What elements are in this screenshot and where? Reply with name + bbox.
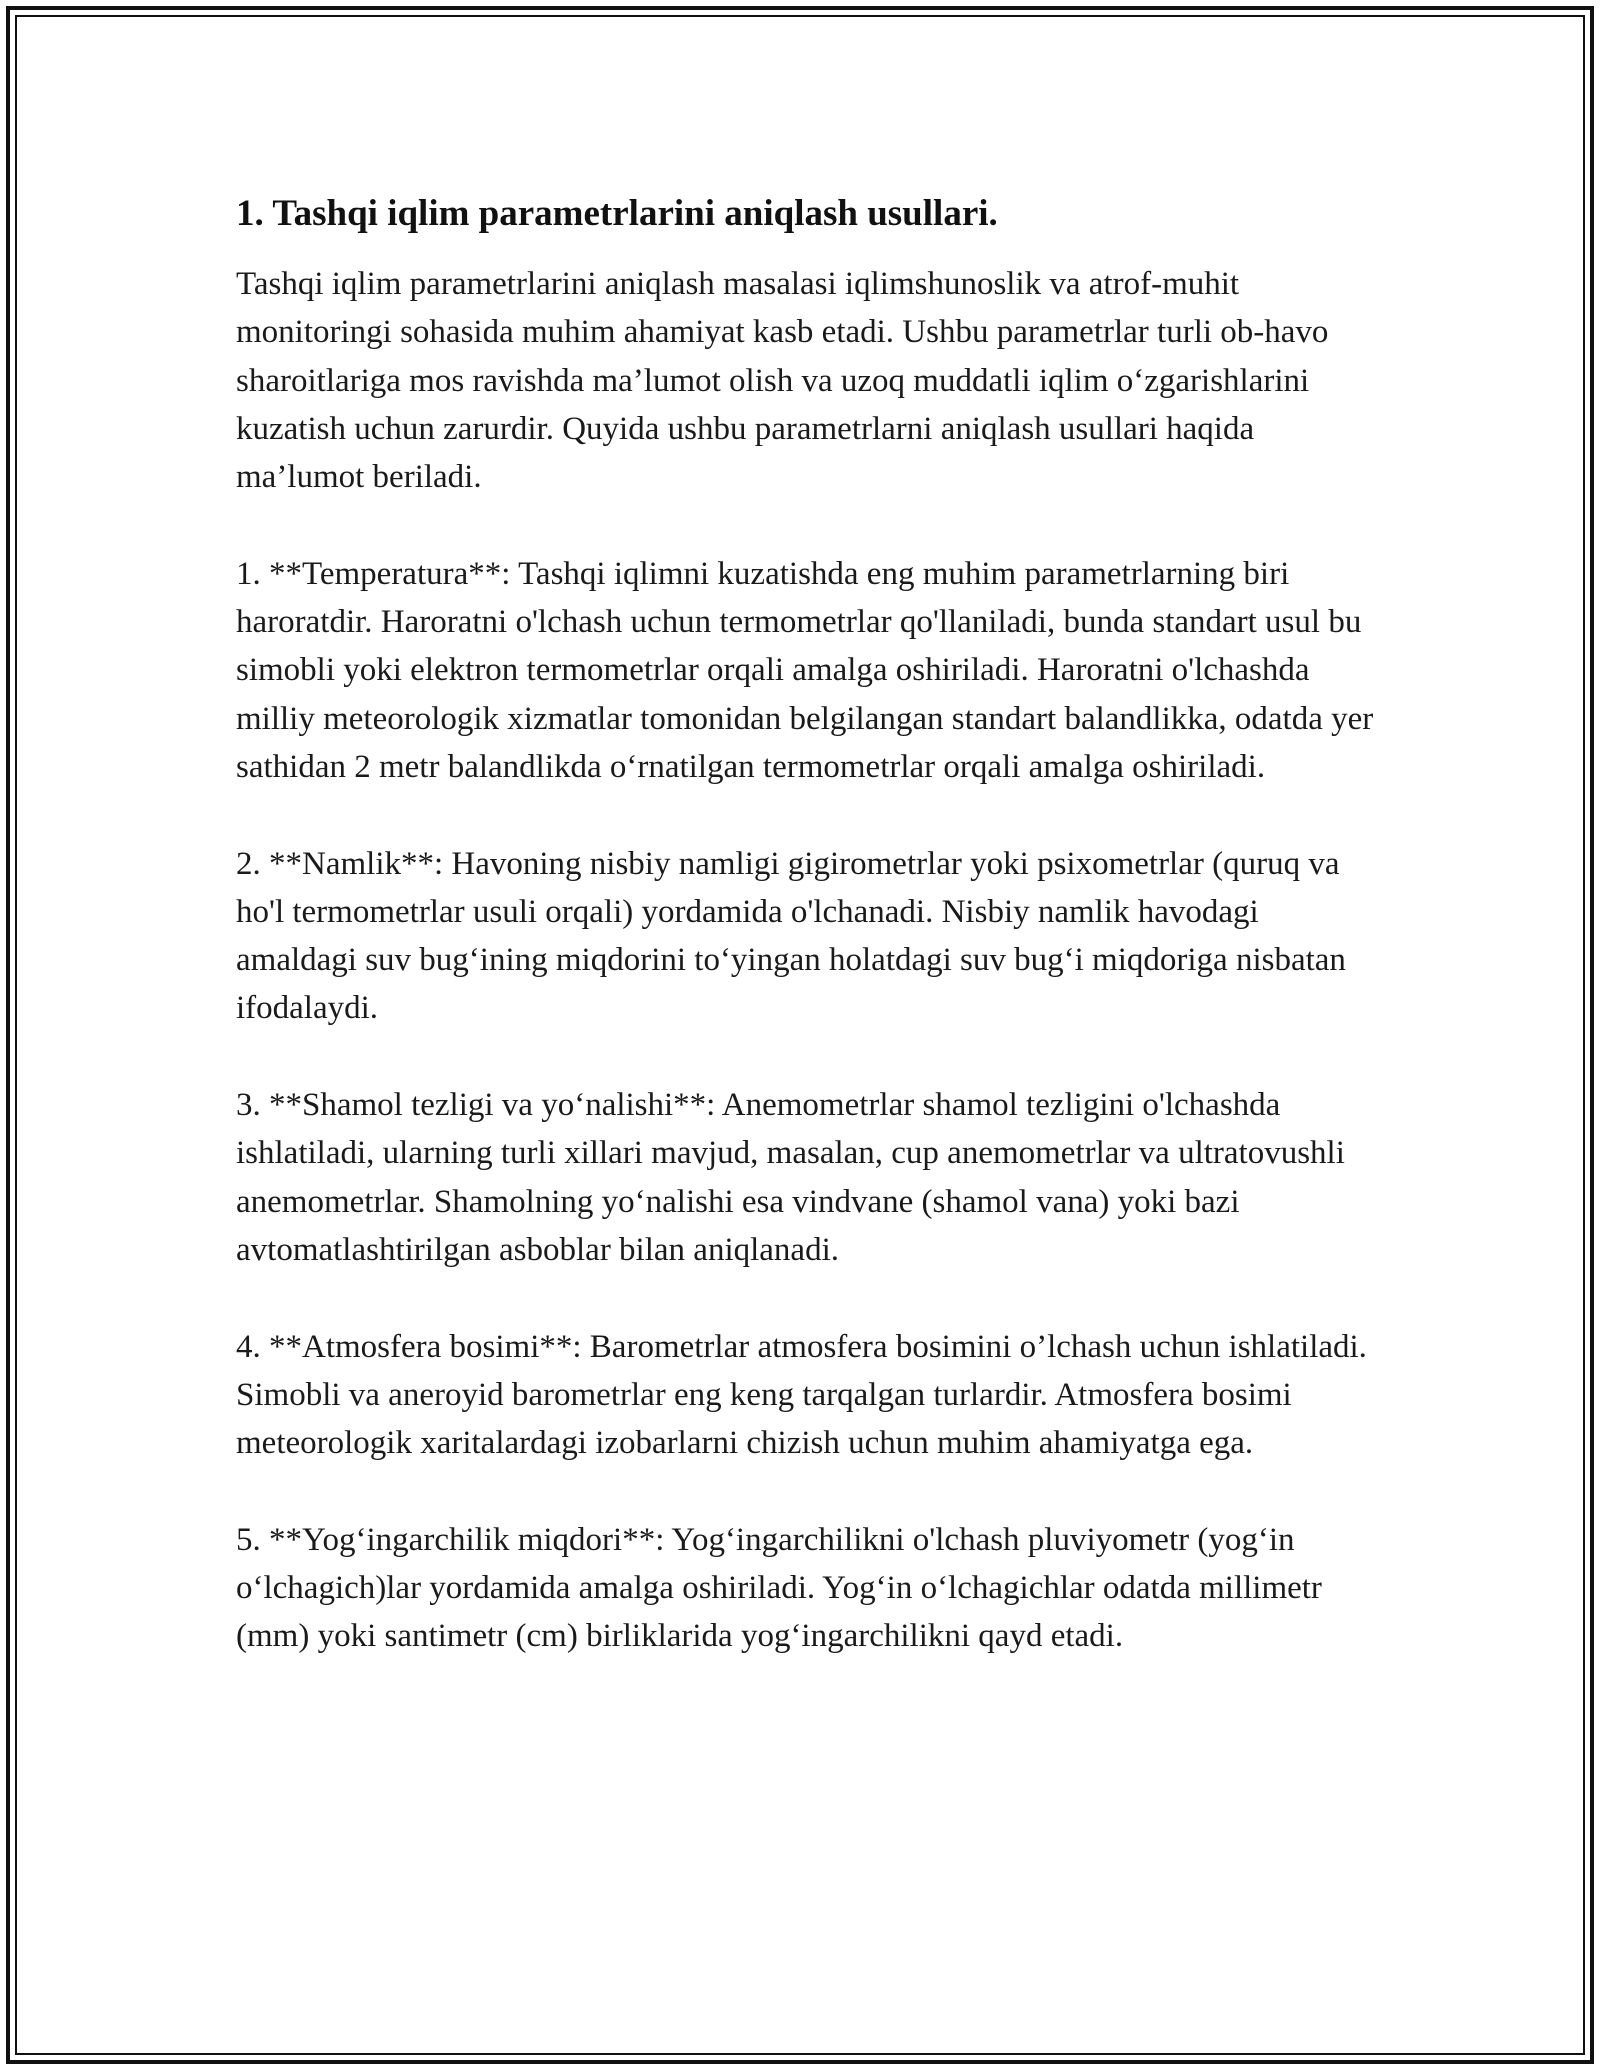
- section-namlik: 2. **Namlik**: Havoning nisbiy namligi gigirometrlar yoki psixometrlar (quruq va ho'l termometrlar usuli orqali) yordamida o'lchanadi. Nisbiy namlik havodagi amaldagi suv bug‘ining miqdorini to‘yingan holatdagi suv bug‘i miqdoriga nisbatan ifodalaydi.: [236, 845, 1346, 1027]
- section-shamol: 3. **Shamol tezligi va yo‘nalishi**: Anemometrlar shamol tezligini o'lchashda ishlatiladi, ularning turli xillari mavjud, masalan, cup anemometrlar va ultratovushli anemometrlar. Shamolning yo‘nalishi esa vindvane (shamol vana) yoki bazi avtomatlashtirilgan asboblar bilan aniqlanadi.: [236, 1087, 1345, 1268]
- intro-paragraph: Tashqi iqlim parametrlarini aniqlash masalasi iqlimshunoslik va atrof-muhit monitoringi sohasida muhim ahamiyat kasb etadi. Ushbu parametrlar turli ob-havo sharoitlariga mos ravishda ma’lumot olish va uzoq muddatli iqlim o‘zgarishlarini kuzatish uchun zarurdir. Quyida ushbu parametrlarni aniqlash usullari haqida ma’lumot beriladi.: [236, 266, 1329, 496]
- document-title: 1. Tashqi iqlim parametrlarini aniqlash usullari.: [236, 193, 998, 234]
- section-temperatura: 1. **Temperatura**: Tashqi iqlimni kuzatishda eng muhim parametrlarning biri haroratdir. Haroratni o'lchash uchun termometrlar qo'llaniladi, bunda standart usul bu simobli yoki elektron termometrlar orqali amalga oshiriladi. Haroratni o'lchashda milliy meteorologik xizmatlar tomonidan belgilangan standart balandlikka, odatda yer sathidan 2 metr balandlikda o‘rnatilgan termometrlar orqali amalga oshiriladi.: [236, 555, 1374, 785]
- section-atmosfera-bosimi: 4. **Atmosfera bosimi**: Barometrlar atmosfera bosimini o’lchash uchun ishlatiladi. Simobli va aneroyid barometrlar eng keng tarqalgan turlardir. Atmosfera bosimi meteorologik xaritalardagi izobarlarni chizish uchun muhim ahamiyatga ega.: [236, 1328, 1367, 1462]
- document-body: [236, 188, 1376, 1661]
- section-yogingarchilik: 5. **Yog‘ingarchilik miqdori**: Yog‘ingarchilikni o'lchash pluviyometr (yog‘in o‘lchagich)lar yordamida amalga oshiriladi. Yog‘in o‘lchagichlar odatda millimetr (mm) yoki santimetr (cm) birliklarida yog‘ingarchilikni qayd etadi.: [236, 1521, 1322, 1655]
